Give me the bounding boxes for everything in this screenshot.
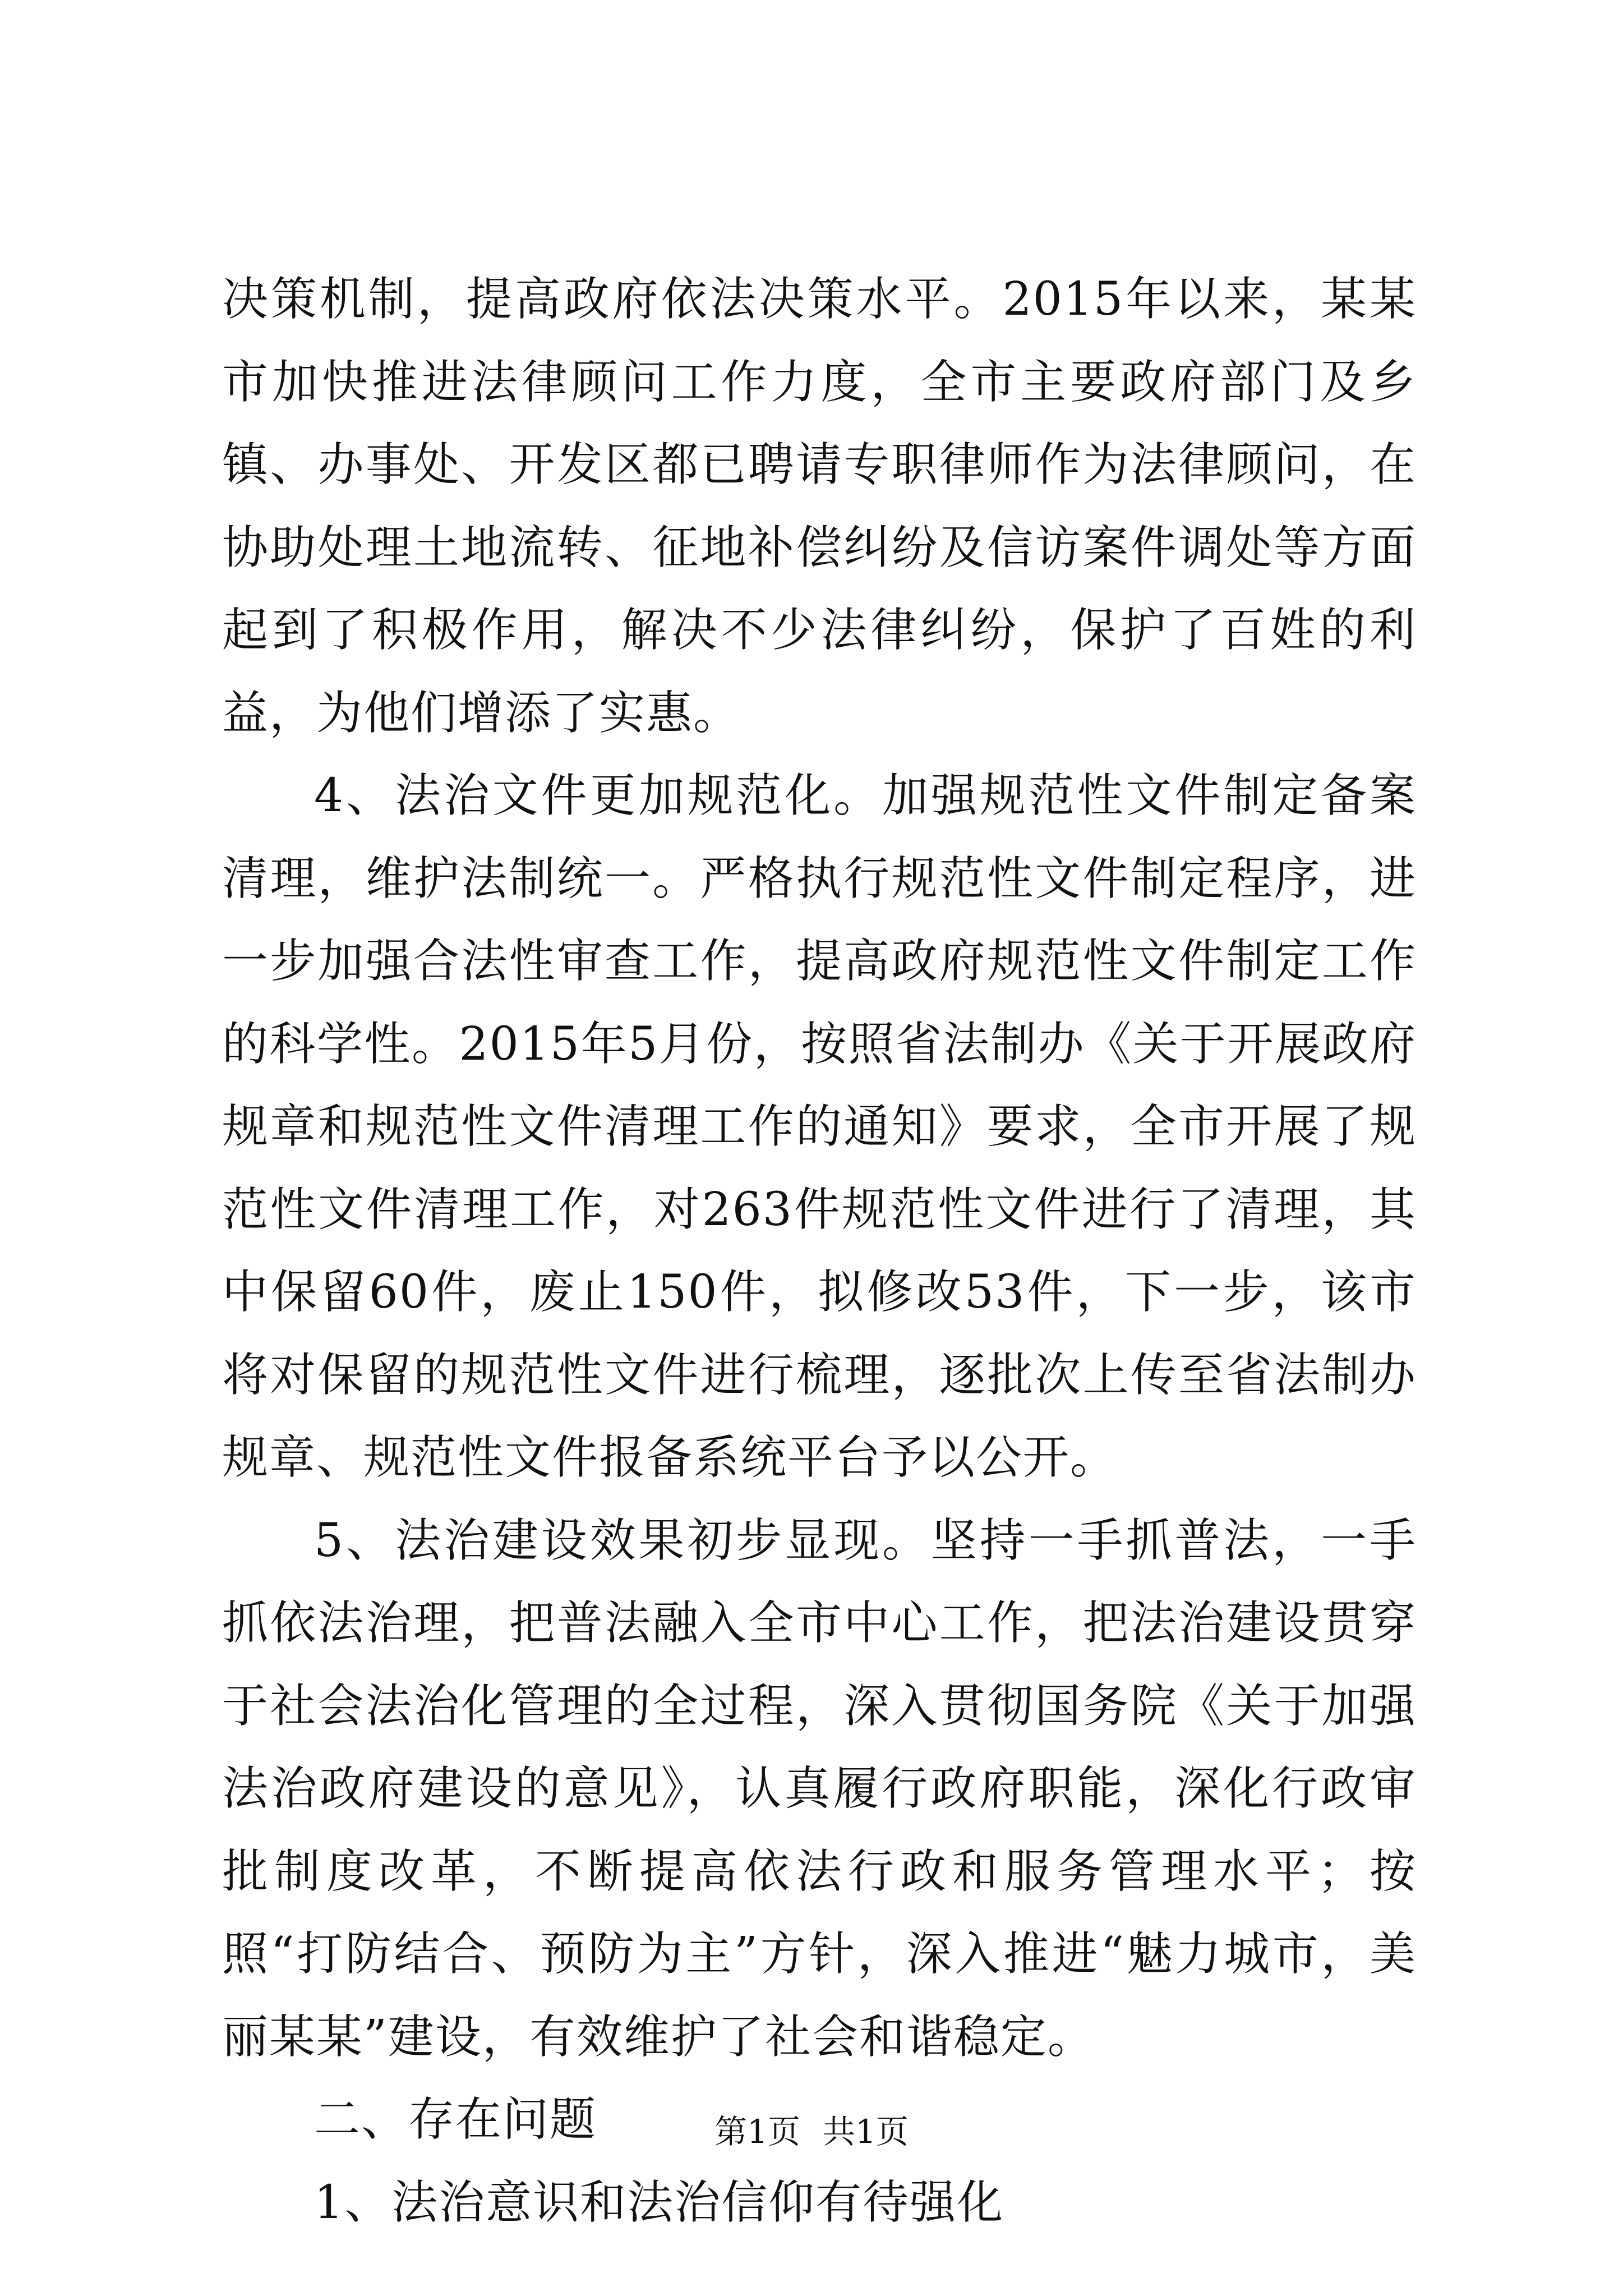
page-footer [0,2109,1623,2154]
paragraph-legal-construction: 5、法治建设效果初步显现。坚持一手抓普法，一手抓依法治理，把普法融入全市中心工作，把法治建设贯穿于社会法治化管理的全过程，深入贯彻国务院《关于加强法治政府建设的意见》，认真履行政府职能，深化行政审批制度改革，不断提高依法行政和服务管理水平；按照“打防结合、预防为主”方针，深入推进“魅力城市，美丽某某”建设，有效维护了社会和谐稳定。 [222,1513,1417,2064]
paragraph-legal-documents: 4、法治文件更加规范化。加强规范性文件制定备案清理，维护法制统一。严格执行规范性文件制定程序，进一步加强合法性审查工作，提高政府规范性文件制定工作的科学性。2015年5月份，按照省法制办《关于开展政府规章和规范性文件清理工作的通知》要求，全市开展了规范性文件清理工作，对263件规范性文件进行了清理，其中保留60件，废止150件，拟修改53件，下一步，该市将对保留的规范性文件进行梳理，逐批次上传至省法制办规章、规范性文件报备系统平台予以公开。 [222,769,1417,1484]
paragraph-decision-mechanism: 决策机制，提高政府依法决策水平。2015年以来，某某市加快推进法律顾问工作力度，全市主要政府部门及乡镇、办事处、开发区都已聘请专职律师作为法律顾问，在协助处理土地流转、征地补偿纠纷及信访案件调处等方面起到了积极作用，解决不少法律纠纷，保护了百姓的利益，为他们增添了实惠。 [222,273,1417,740]
sub-heading: 1、法治意识和法治信仰有待强化 [314,2175,1004,2229]
page-number-total: 共1页 [823,2113,909,2151]
section-heading: 二、存在问题 [314,2093,597,2146]
document-body [222,258,1417,2244]
page-number-current: 第1页 [714,2113,800,2151]
